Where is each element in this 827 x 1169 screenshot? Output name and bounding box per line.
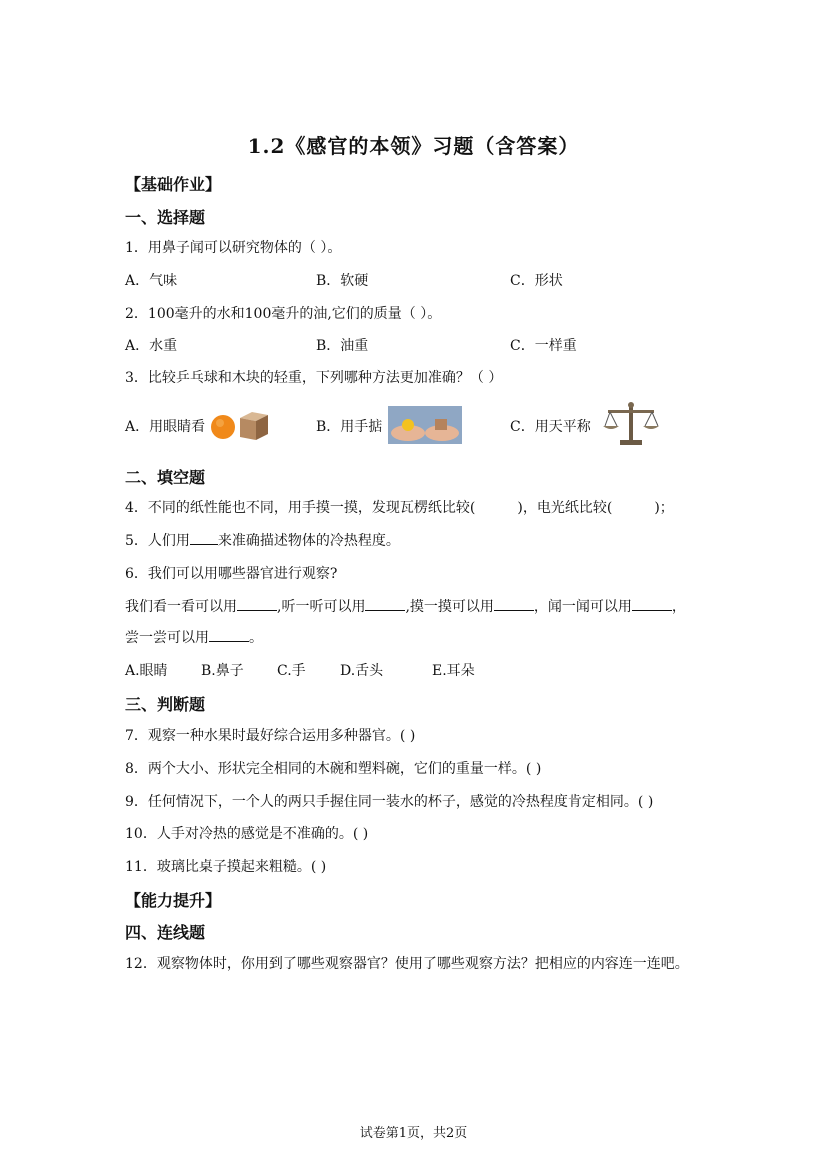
page-title: 1.2《感官的本领》习题（含答案） xyxy=(247,134,580,158)
page-footer: 试卷第1页，共2页 xyxy=(359,1126,468,1141)
question-10: 10．人手对冷热的感觉是不准确的。( ) xyxy=(125,826,369,842)
q1-option-a: A．气味 xyxy=(125,273,178,289)
q6-option-a: A.眼睛 xyxy=(125,663,168,679)
q6-see: 我们看一看可以用 xyxy=(125,599,237,615)
question-12: 12．观察物体时，你用到了哪些观察器官？使用了哪些观察方法？把相应的内容连一连吧。 xyxy=(125,956,689,972)
q5-blank[interactable] xyxy=(190,532,218,545)
q6-blank-hear[interactable] xyxy=(365,598,405,611)
q4-text-1: 4．不同的纸性能也不同，用手摸一摸，发现瓦楞纸比较( xyxy=(125,500,476,516)
section-advanced: 【能力提升】 xyxy=(125,891,222,910)
q6-blank-smell[interactable] xyxy=(632,598,672,611)
q6-touch: ,摸一摸可以用 xyxy=(405,599,494,615)
question-4 xyxy=(125,497,674,517)
q2-option-b: B．油重 xyxy=(316,338,369,354)
q2-option-c: C．一样重 xyxy=(510,338,577,354)
question-1: 1．用鼻子闻可以研究物体的（ ）。 xyxy=(125,240,342,256)
q6-blank-see[interactable] xyxy=(237,598,277,611)
hands-weighing-icon xyxy=(388,406,462,444)
question-6: 6．我们可以用哪些器官进行观察? xyxy=(125,566,338,582)
q1-option-b: B．软硬 xyxy=(316,273,369,289)
q3-option-b: B．用手掂 xyxy=(316,419,383,435)
section-judge: 三、判断题 xyxy=(125,695,206,714)
question-5 xyxy=(125,530,400,550)
q4-text-2: )，电光纸比较( xyxy=(517,500,613,516)
question-8: 8．两个大小、形状完全相同的木碗和塑料碗，它们的重量一样。( ) xyxy=(125,761,542,777)
q6-option-b: B.鼻子 xyxy=(201,663,244,679)
question-2: 2．100毫升的水和100毫升的油,它们的质量（ ）。 xyxy=(125,306,442,322)
q6-line-2 xyxy=(125,627,263,647)
q3-option-c: C．用天平称 xyxy=(510,419,591,435)
q6-hear: ,听一听可以用 xyxy=(277,599,366,615)
question-11: 11．玻璃比桌子摸起来粗糙。( ) xyxy=(125,859,327,875)
section-connect: 四、连线题 xyxy=(125,923,206,942)
balance-scale-icon xyxy=(602,400,660,446)
q6-option-d: D.舌头 xyxy=(340,663,384,679)
q6-option-e: E.耳朵 xyxy=(432,663,475,679)
q5-text-1: 5．人们用 xyxy=(125,533,190,549)
q3-option-a: A．用眼睛看 xyxy=(125,419,206,435)
q4-text-3: )； xyxy=(654,500,674,516)
q6-period: 。 xyxy=(249,630,263,646)
q6-comma: ， xyxy=(671,599,686,615)
section-basic: 【基础作业】 xyxy=(125,175,222,194)
section-choice: 一、选择题 xyxy=(125,208,206,227)
q6-smell: ，闻一闻可以用 xyxy=(533,599,632,615)
q6-blank-touch[interactable] xyxy=(494,598,534,611)
q5-text-2: 来准确描述物体的冷热程度。 xyxy=(217,533,400,549)
q6-option-c: C.手 xyxy=(277,663,306,679)
question-9: 9．任何情况下，一个人的两只手握住同一装水的杯子，感觉的冷热程度肯定相同。( ) xyxy=(125,794,654,810)
question-3: 3．比较乒乓球和木块的轻重，下列哪种方法更加准确？（ ） xyxy=(125,370,503,386)
section-fill: 二、填空题 xyxy=(125,468,206,487)
q6-taste: 尝一尝可以用 xyxy=(125,630,209,646)
q2-option-a: A．水重 xyxy=(125,338,178,354)
question-7: 7．观察一种水果时最好综合运用多种器官。( ) xyxy=(125,728,416,744)
q6-blank-taste[interactable] xyxy=(209,629,249,642)
q1-option-c: C．形状 xyxy=(510,273,563,289)
q6-line-1 xyxy=(125,596,686,616)
orange-and-wood-block-icon xyxy=(208,408,270,442)
